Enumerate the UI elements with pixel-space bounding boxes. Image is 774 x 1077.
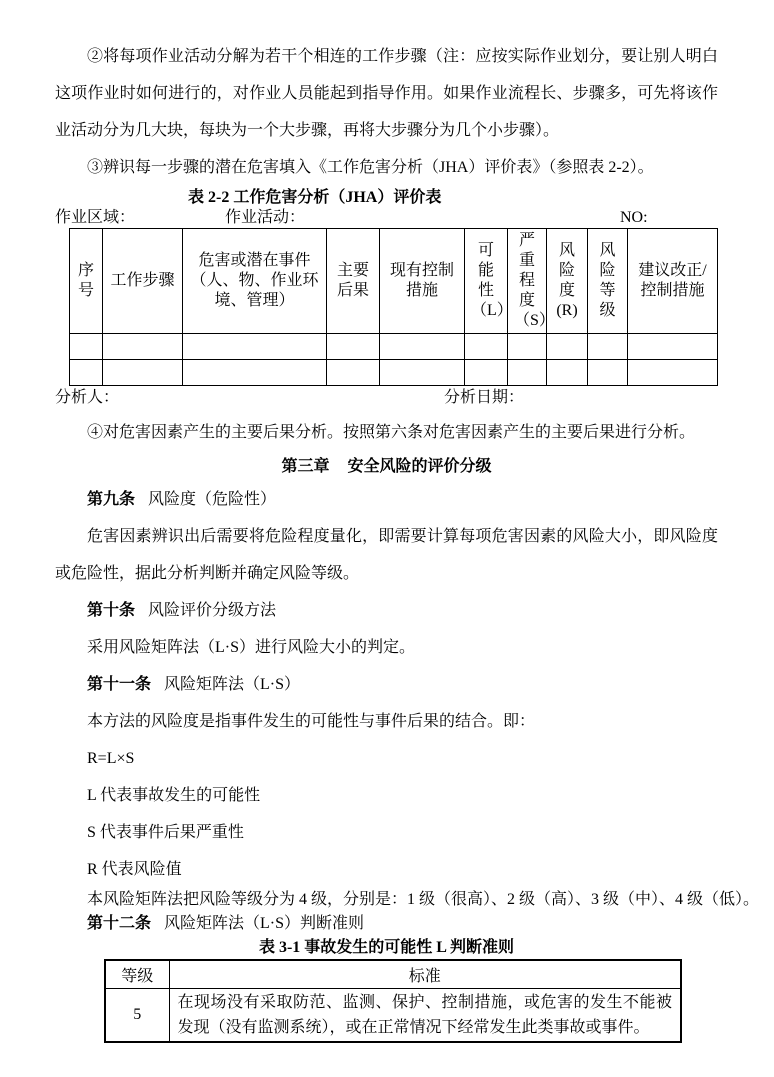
risk-levels-line: 本风险矩阵法把风险等级分为 4 级，分别是：1 级（很高）、2 级（高）、3 级（中）、4 级（低）。: [87, 891, 760, 908]
jha-header-step: 工作步骤: [103, 229, 183, 334]
article-10-number: 第十条: [87, 602, 136, 619]
jha-meta-row: [55, 208, 718, 228]
article-9-title: 风险度（危险性）: [148, 491, 277, 508]
paragraph-consequence-analysis: ④对危害因素产生的主要后果分析。按照第六条对危害因素产生的主要后果进行分析。: [87, 424, 696, 441]
l-table-header-grade: 等级: [105, 960, 169, 989]
jha-empty-row: [70, 360, 718, 386]
l-table-grade-value: 5: [105, 989, 169, 1043]
article-9-number: 第九条: [87, 491, 136, 508]
likelihood-criteria-table: [104, 959, 682, 1043]
article-9-heading: [55, 481, 718, 518]
jha-analyst-row: [55, 387, 718, 409]
l-definition-line: L 代表事故发生的可能性: [87, 787, 261, 804]
jha-header-row: [70, 229, 718, 334]
article-9-body: 危害因素辨识出后需要将危险程度量化，即需要计算每项危害因素的风险大小，即风险度或危险性，据此分析判断并确定风险等级。: [55, 528, 718, 582]
jha-header-risk-value: 风险度(R): [547, 229, 588, 334]
article-10-heading: [55, 592, 718, 629]
jha-header-consequence: 主要后果: [327, 229, 380, 334]
jha-header-severity: 严重程度（S）: [508, 229, 547, 334]
no-label: NO:: [620, 209, 648, 226]
l-table-standard-value: 在现场没有采取防范、监测、保护、控制措施，或危害的发生不能被发现（没有监测系统），或在正常情况下经常发生此类事故或事件。: [169, 989, 681, 1043]
paragraph-hazard-identify: ③辨识每一步骤的潜在危害填入《工作危害分析（JHA）评价表》（参照表 2-2）。: [87, 159, 654, 176]
table-2-2-title: 表 2-2 工作危害分析（JHA）评价表: [188, 189, 442, 206]
article-11-number: 第十一条: [87, 676, 152, 693]
article-10-title: 风险评价分级方法: [148, 602, 277, 619]
table-3-1-title: 表 3-1 事故发生的可能性 L 判断准则: [258, 939, 515, 956]
analysis-date-label: 分析日期：: [444, 389, 525, 406]
work-area-label: 作业区域：: [55, 209, 136, 226]
jha-header-suggestion: 建议改正/控制措施: [628, 229, 718, 334]
jha-header-likelihood: 可能性（L）: [465, 229, 508, 334]
jha-header-controls: 现有控制措施: [380, 229, 465, 334]
method-definition-line: 本方法的风险度是指事件发生的可能性与事件后果的结合。即：: [87, 713, 536, 730]
jha-evaluation-table: [69, 228, 718, 386]
formula-line: R=L×S: [87, 750, 135, 767]
analyst-label: 分析人：: [55, 389, 120, 406]
chapter-3-heading: [55, 452, 718, 481]
article-11-title: 风险矩阵法（L·S）: [164, 676, 301, 693]
jha-header-hazard: 危害或潜在事件（人、物、作业环境、管理）: [183, 229, 327, 334]
work-activity-label: 作业活动：: [225, 209, 306, 226]
jha-empty-row: [70, 334, 718, 360]
paragraph-step-decompose: ②将每项作业活动分解为若干个相连的工作步骤（注：应按实际作业划分，要让别人明白这项作业时如何进行的，对作业人员能起到指导作用。如果作业流程长、步骤多，可先将该作业活动分为几大块，每块为一个大步骤，再将大步骤分为几个小步骤）。: [55, 48, 718, 139]
s-definition-line: S 代表事件后果严重性: [87, 824, 244, 841]
jha-header-risk-level: 风险等级: [588, 229, 628, 334]
l-table-header-standard: 标准: [169, 960, 681, 989]
matrix-method-line: 采用风险矩阵法（L·S）进行风险大小的判定。: [87, 639, 416, 656]
article-12-heading: [55, 912, 718, 936]
article-12-title: 风险矩阵法（L·S）判断准则: [164, 915, 365, 932]
article-12-number: 第十二条: [87, 915, 152, 932]
article-11-heading: [55, 666, 718, 703]
l-table-row: [105, 989, 681, 1043]
chapter-title: 安全风险的评价分级: [347, 458, 492, 475]
jha-header-seq: 序号: [70, 229, 103, 334]
l-table-header-row: [105, 960, 681, 989]
r-definition-line: R 代表风险值: [87, 861, 182, 878]
chapter-number: 第三章: [281, 458, 330, 475]
